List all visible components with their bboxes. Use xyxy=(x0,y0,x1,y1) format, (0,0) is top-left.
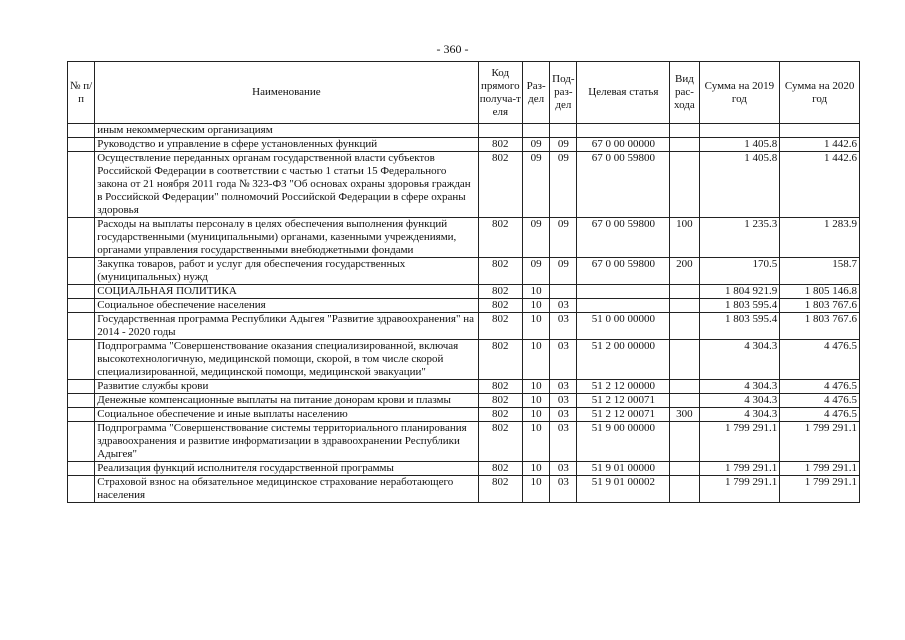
cell-type xyxy=(670,299,699,313)
cell-sum2020: 1 803 767.6 xyxy=(780,313,860,340)
header-type: Вид рас-хода xyxy=(670,62,699,124)
cell-section: 10 xyxy=(523,422,550,462)
cell-code: 802 xyxy=(478,422,522,462)
page-number: - 360 - xyxy=(436,42,469,56)
cell-subsection: 03 xyxy=(550,422,577,462)
table-row xyxy=(68,258,860,285)
cell-sum2020: 1 442.6 xyxy=(780,138,860,152)
cell-subsection: 09 xyxy=(550,152,577,218)
cell-name: Подпрограмма "Совершенствование оказания специализированной, включая высокотехнологичную, медицинской помощи, скорой, в том числе скорой специализированной, медицинской помощи, медицинской эвакуации" xyxy=(95,340,478,380)
cell-target: 51 2 12 00071 xyxy=(577,408,670,422)
cell-name: Закупка товаров, работ и услуг для обеспечения государственных (муниципальных) нужд xyxy=(95,258,478,285)
cell-sum2019: 4 304.3 xyxy=(699,380,780,394)
cell-sum2019: 1 405.8 xyxy=(699,138,780,152)
cell-subsection: 03 xyxy=(550,340,577,380)
cell-sum2020: 1 803 767.6 xyxy=(780,299,860,313)
header-code: Код прямого получа-т еля xyxy=(478,62,522,124)
cell-num xyxy=(68,299,95,313)
cell-type xyxy=(670,138,699,152)
cell-num xyxy=(68,313,95,340)
cell-num xyxy=(68,422,95,462)
cell-code: 802 xyxy=(478,394,522,408)
table-row xyxy=(68,422,860,462)
cell-sum2020: 4 476.5 xyxy=(780,394,860,408)
cell-type xyxy=(670,462,699,476)
cell-target: 51 2 00 00000 xyxy=(577,340,670,380)
cell-sum2020: 1 283.9 xyxy=(780,218,860,258)
cell-type xyxy=(670,380,699,394)
cell-name: СОЦИАЛЬНАЯ ПОЛИТИКА xyxy=(95,285,478,299)
cell-type: 200 xyxy=(670,258,699,285)
cell-type: 300 xyxy=(670,408,699,422)
cell-section: 10 xyxy=(523,340,550,380)
cell-sum2020: 1 442.6 xyxy=(780,152,860,218)
cell-num xyxy=(68,462,95,476)
table-row xyxy=(68,408,860,422)
cell-sum2019: 1 405.8 xyxy=(699,152,780,218)
cell-type xyxy=(670,152,699,218)
cell-target: 51 0 00 00000 xyxy=(577,313,670,340)
table-row xyxy=(68,313,860,340)
cell-sum2020: 4 476.5 xyxy=(780,408,860,422)
cell-sum2019: 1 799 291.1 xyxy=(699,462,780,476)
cell-target: 67 0 00 59800 xyxy=(577,258,670,285)
budget-table xyxy=(67,61,860,503)
cell-target: 51 2 12 00000 xyxy=(577,380,670,394)
cell-section: 10 xyxy=(523,408,550,422)
cell-sum2019: 1 803 595.4 xyxy=(699,313,780,340)
cell-num xyxy=(68,124,95,138)
header-subsection: Под-раз-дел xyxy=(550,62,577,124)
header-name: Наименование xyxy=(95,62,478,124)
cell-type: 100 xyxy=(670,218,699,258)
cell-subsection: 09 xyxy=(550,138,577,152)
cell-target: 51 9 01 00000 xyxy=(577,462,670,476)
cell-target: 67 0 00 00000 xyxy=(577,138,670,152)
header-sum2020: Сумма на 2020 год xyxy=(780,62,860,124)
table-row xyxy=(68,394,860,408)
cell-num xyxy=(68,408,95,422)
cell-sum2020: 1 799 291.1 xyxy=(780,476,860,503)
cell-target: 67 0 00 59800 xyxy=(577,152,670,218)
table-row xyxy=(68,380,860,394)
table-row xyxy=(68,285,860,299)
table-row xyxy=(68,124,860,138)
cell-sum2019: 1 799 291.1 xyxy=(699,422,780,462)
table-row xyxy=(68,299,860,313)
cell-num xyxy=(68,380,95,394)
cell-subsection: 09 xyxy=(550,218,577,258)
cell-section xyxy=(523,124,550,138)
table-row xyxy=(68,218,860,258)
cell-sum2020: 4 476.5 xyxy=(780,380,860,394)
cell-num xyxy=(68,340,95,380)
cell-type xyxy=(670,124,699,138)
cell-sum2019: 4 304.3 xyxy=(699,340,780,380)
cell-sum2020: 1 799 291.1 xyxy=(780,422,860,462)
cell-name: Государственная программа Республики Адыгея "Развитие здравоохранения" на 2014 - 2020 годы xyxy=(95,313,478,340)
cell-sum2020: 1 805 146.8 xyxy=(780,285,860,299)
cell-code: 802 xyxy=(478,380,522,394)
cell-code: 802 xyxy=(478,408,522,422)
cell-section: 10 xyxy=(523,285,550,299)
cell-code: 802 xyxy=(478,285,522,299)
cell-name: Осуществление переданных органам государственной власти субъектов Российской Федерации в соответствии с частью 1 статьи 15 Федерального закона от 21 ноября 2011 года № 323-ФЗ "Об основах охраны здоровья граждан в Российской Федерации" полномочий Российской Федерации в сфере охраны здоровья xyxy=(95,152,478,218)
cell-type xyxy=(670,394,699,408)
cell-name: Страховой взнос на обязательное медицинское страхование неработающего населения xyxy=(95,476,478,503)
table-row xyxy=(68,138,860,152)
cell-sum2019: 4 304.3 xyxy=(699,408,780,422)
cell-num xyxy=(68,218,95,258)
cell-subsection xyxy=(550,124,577,138)
header-target: Целевая статья xyxy=(577,62,670,124)
cell-sum2020: 158.7 xyxy=(780,258,860,285)
cell-section: 10 xyxy=(523,313,550,340)
header-sum2019: Сумма на 2019 год xyxy=(699,62,780,124)
cell-name: Руководство и управление в сфере установленных функций xyxy=(95,138,478,152)
cell-section: 09 xyxy=(523,218,550,258)
cell-target xyxy=(577,124,670,138)
cell-subsection: 03 xyxy=(550,476,577,503)
cell-section: 10 xyxy=(523,394,550,408)
cell-name: Подпрограмма "Совершенствование системы территориального планирования здравоохранения и развитие информатизации в здравоохранении Республики Адыгея" xyxy=(95,422,478,462)
cell-code: 802 xyxy=(478,340,522,380)
cell-target xyxy=(577,299,670,313)
cell-sum2020 xyxy=(780,124,860,138)
cell-section: 10 xyxy=(523,476,550,503)
table-row xyxy=(68,476,860,503)
cell-code: 802 xyxy=(478,152,522,218)
table-row xyxy=(68,152,860,218)
cell-target: 51 9 01 00002 xyxy=(577,476,670,503)
cell-name: Расходы на выплаты персоналу в целях обеспечения выполнения функций государственными (муниципальными) органами, казенными учреждениями, органами управления государственными внебюджетными фондами xyxy=(95,218,478,258)
cell-name: Реализация функций исполнителя государственной программы xyxy=(95,462,478,476)
cell-subsection: 03 xyxy=(550,394,577,408)
cell-code: 802 xyxy=(478,313,522,340)
cell-name: иным некоммерческим организациям xyxy=(95,124,478,138)
cell-section: 09 xyxy=(523,138,550,152)
cell-subsection xyxy=(550,285,577,299)
cell-sum2019 xyxy=(699,124,780,138)
cell-sum2020: 1 799 291.1 xyxy=(780,462,860,476)
cell-name: Денежные компенсационные выплаты на питание донорам крови и плазмы xyxy=(95,394,478,408)
cell-num xyxy=(68,258,95,285)
cell-type xyxy=(670,422,699,462)
cell-subsection: 03 xyxy=(550,380,577,394)
cell-sum2019: 1 803 595.4 xyxy=(699,299,780,313)
cell-section: 09 xyxy=(523,258,550,285)
cell-code: 802 xyxy=(478,258,522,285)
cell-section: 10 xyxy=(523,380,550,394)
cell-target: 51 2 12 00071 xyxy=(577,394,670,408)
cell-target: 51 9 00 00000 xyxy=(577,422,670,462)
cell-sum2019: 1 804 921.9 xyxy=(699,285,780,299)
cell-code xyxy=(478,124,522,138)
cell-sum2019: 170.5 xyxy=(699,258,780,285)
cell-code: 802 xyxy=(478,476,522,503)
cell-target xyxy=(577,285,670,299)
cell-sum2019: 1 799 291.1 xyxy=(699,476,780,503)
cell-subsection: 03 xyxy=(550,299,577,313)
cell-code: 802 xyxy=(478,218,522,258)
cell-num xyxy=(68,152,95,218)
cell-type xyxy=(670,340,699,380)
header-section: Раз-дел xyxy=(523,62,550,124)
cell-subsection: 03 xyxy=(550,408,577,422)
cell-sum2019: 4 304.3 xyxy=(699,394,780,408)
cell-type xyxy=(670,285,699,299)
cell-type xyxy=(670,476,699,503)
cell-subsection: 03 xyxy=(550,462,577,476)
cell-code: 802 xyxy=(478,462,522,476)
cell-subsection: 03 xyxy=(550,313,577,340)
cell-num xyxy=(68,138,95,152)
cell-code: 802 xyxy=(478,299,522,313)
cell-name: Социальное обеспечение и иные выплаты населению xyxy=(95,408,478,422)
cell-num xyxy=(68,476,95,503)
cell-section: 09 xyxy=(523,152,550,218)
cell-type xyxy=(670,313,699,340)
cell-num xyxy=(68,285,95,299)
cell-subsection: 09 xyxy=(550,258,577,285)
cell-target: 67 0 00 59800 xyxy=(577,218,670,258)
cell-name: Развитие службы крови xyxy=(95,380,478,394)
cell-code: 802 xyxy=(478,138,522,152)
cell-sum2020: 4 476.5 xyxy=(780,340,860,380)
cell-num xyxy=(68,394,95,408)
cell-name: Социальное обеспечение населения xyxy=(95,299,478,313)
table-row xyxy=(68,340,860,380)
cell-section: 10 xyxy=(523,462,550,476)
cell-sum2019: 1 235.3 xyxy=(699,218,780,258)
table-row xyxy=(68,462,860,476)
table-header-row xyxy=(68,62,860,124)
cell-section: 10 xyxy=(523,299,550,313)
header-num: № п/п xyxy=(68,62,95,124)
